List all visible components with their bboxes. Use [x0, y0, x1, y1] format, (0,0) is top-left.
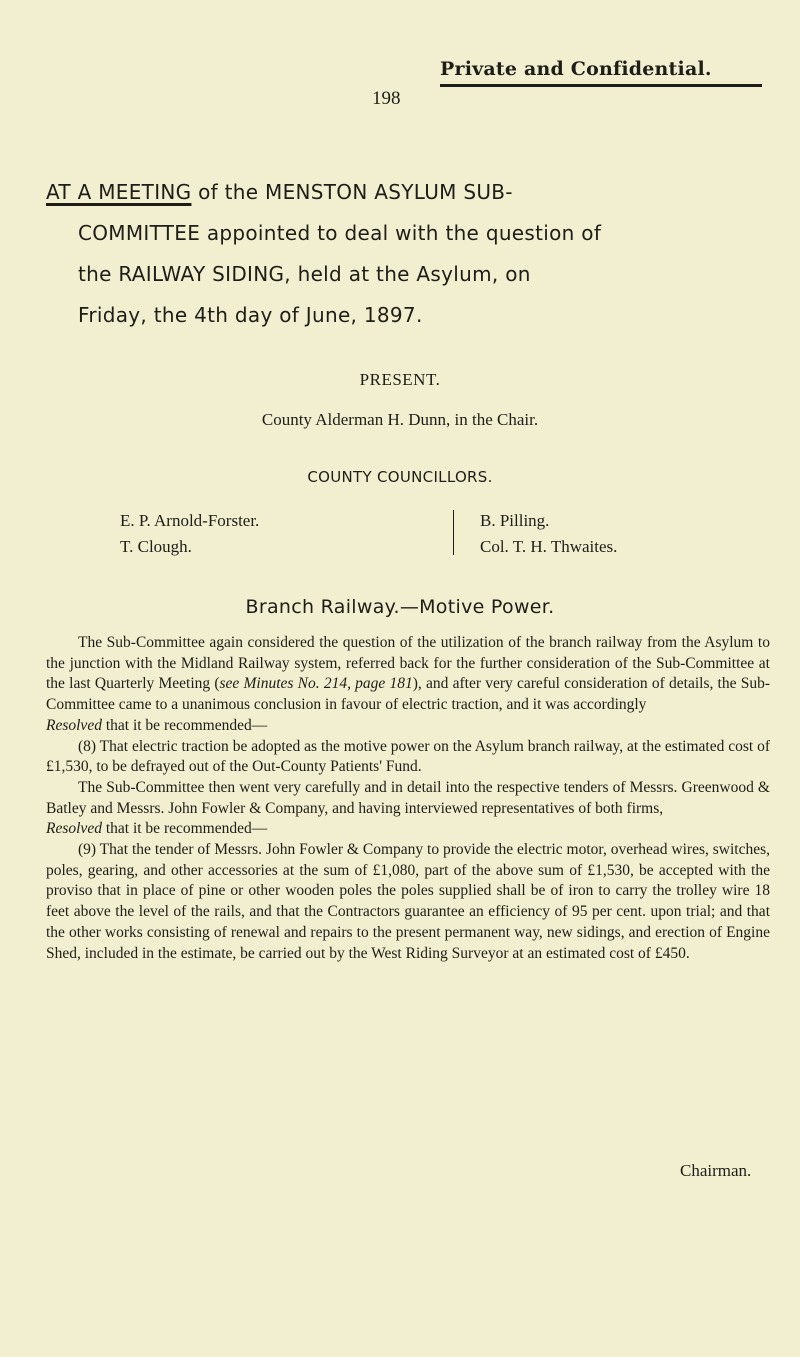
section-title: Branch Railway.—Motive Power.	[245, 596, 555, 618]
resolved-label: Resolved	[46, 820, 102, 838]
councillor-name: Col. T. H. Thwaites.	[480, 537, 618, 556]
meeting-intro-line-1: of the MENSTON ASYLUM SUB-	[191, 180, 513, 204]
header-divider	[440, 84, 762, 87]
meeting-intro-line-2: COMMITTEE appointed to deal with the question of	[78, 221, 602, 245]
page-number: 198	[372, 88, 401, 109]
resolved-line-2	[46, 819, 770, 840]
councillors-divider	[453, 510, 454, 555]
meeting-intro-line-3: the RAILWAY SIDING, held at the Asylum, on	[78, 262, 531, 286]
confidential-heading: Private and Confidential.	[440, 58, 712, 80]
councillor-name: E. P. Arnold-Forster.	[120, 511, 260, 530]
resolved-text: that it be recommended—	[101, 820, 268, 838]
meeting-intro-line-4: Friday, the 4th day of June, 1897.	[78, 303, 423, 327]
chairman-signature-label: Chairman.	[680, 1161, 752, 1180]
resolved-label: Resolved	[46, 716, 102, 734]
paragraph-text: The Sub-Committee again considered the question of the utilization of the branch railway from the Asylum to the junction with the Midland Railway system, referred back for the further consideration of the Sub-Committee at the last Quarterly Meeting (	[46, 634, 770, 693]
meeting-intro-underlined: AT A MEETING	[46, 180, 192, 204]
councillor-name: T. Clough.	[120, 537, 192, 556]
councillor-name: B. Pilling.	[480, 511, 550, 530]
paragraph-text: ), and after very careful consideration of details, the Sub-Committee came to a unanimous conclusion in favour of electric traction, and it was accordingly	[46, 675, 770, 714]
resolved-text: that it be recommended—	[101, 716, 268, 734]
resolution-8: (8) That electric traction be adopted as the motive power on the Asylum branch railway, at the estimated cost of £1,530, to be defrayed out of the Out-County Patients' Fund.	[46, 737, 770, 776]
meeting-intro	[46, 172, 766, 336]
councillors-heading: COUNTY COUNCILLORS.	[307, 468, 493, 486]
paragraph-consideration	[46, 633, 770, 716]
paragraph-tenders: The Sub-Committee then went very carefully and in detail into the respective tenders of Messrs. Greenwood & Batley and Messrs. John Fowler & Company, and having interviewed representatives of both firms,	[46, 778, 770, 817]
minutes-body	[46, 633, 770, 964]
councillors-right-column	[480, 508, 617, 560]
chair-line: County Alderman H. Dunn, in the Chair.	[261, 410, 539, 429]
minutes-reference: see Minutes No. 214, page 181	[219, 675, 413, 693]
councillors-left-column	[120, 508, 259, 560]
present-label: PRESENT.	[359, 370, 441, 389]
resolved-line-1	[46, 716, 770, 737]
resolution-9: (9) That the tender of Messrs. John Fowler & Company to provide the electric motor, overhead wires, switches, poles, gearing, and other accessories at the sum of £1,080, part of the above sum of £1,530, be accepted with the proviso that in place of pine or other wooden poles the poles supplied shall be of iron to carry the trolley wire 18 feet above the level of the rails, and that the Contractors guarantee an efficiency of 95 per cent. upon trial; and that the other works consisting of renewal and repairs to the present permanent way, new sidings, and erection of Engine Shed, included in the estimate, be carried out by the West Riding Surveyor at an estimated cost of £450.	[46, 841, 770, 962]
